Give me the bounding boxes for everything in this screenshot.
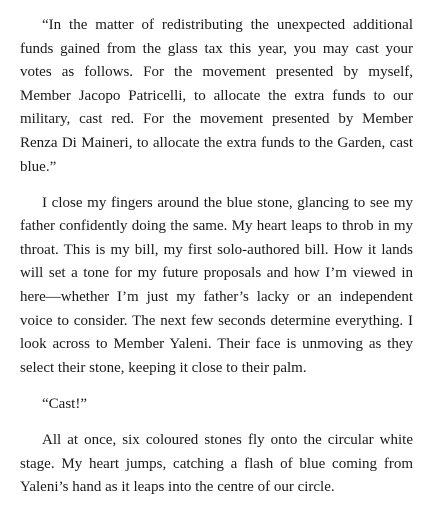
paragraph-cast: “Cast!” [42,395,87,412]
paragraph-blue-stone: I close my fingers around the blue stone, glancing to see my father confidently doing the same. My heart leaps to throb in my throat. This is my bill, my first solo-authored bill. How it lands will set a tone for my future proposals and how I’m viewed in here—whether I’m just my father’s lacky or an independent voice to consider. The next few seconds determine everything. I look across to Member Yaleni. Their face is unmoving as they select their stone, keeping it close to their palm. [20,194,413,376]
paragraph-vote-announcement: “In the matter of redistributing the unexpected additional funds gained from the glass tax this year, you may cast your votes as follows. For the movement presented by myself, Member Jacopo Patricelli, to allocate the extra funds to our military, cast red. For the movement presented by Member Renza Di Maineri, to allocate the extra funds to the Garden, cast blue.” [20,17,413,175]
paragraph-stones-fly: All at once, six coloured stones fly onto the circular white stage. My heart jumps, catching a flash of blue coming from Yaleni’s hand as it leaps into the centre of our circle. [20,432,413,496]
book-page [20,14,413,512]
